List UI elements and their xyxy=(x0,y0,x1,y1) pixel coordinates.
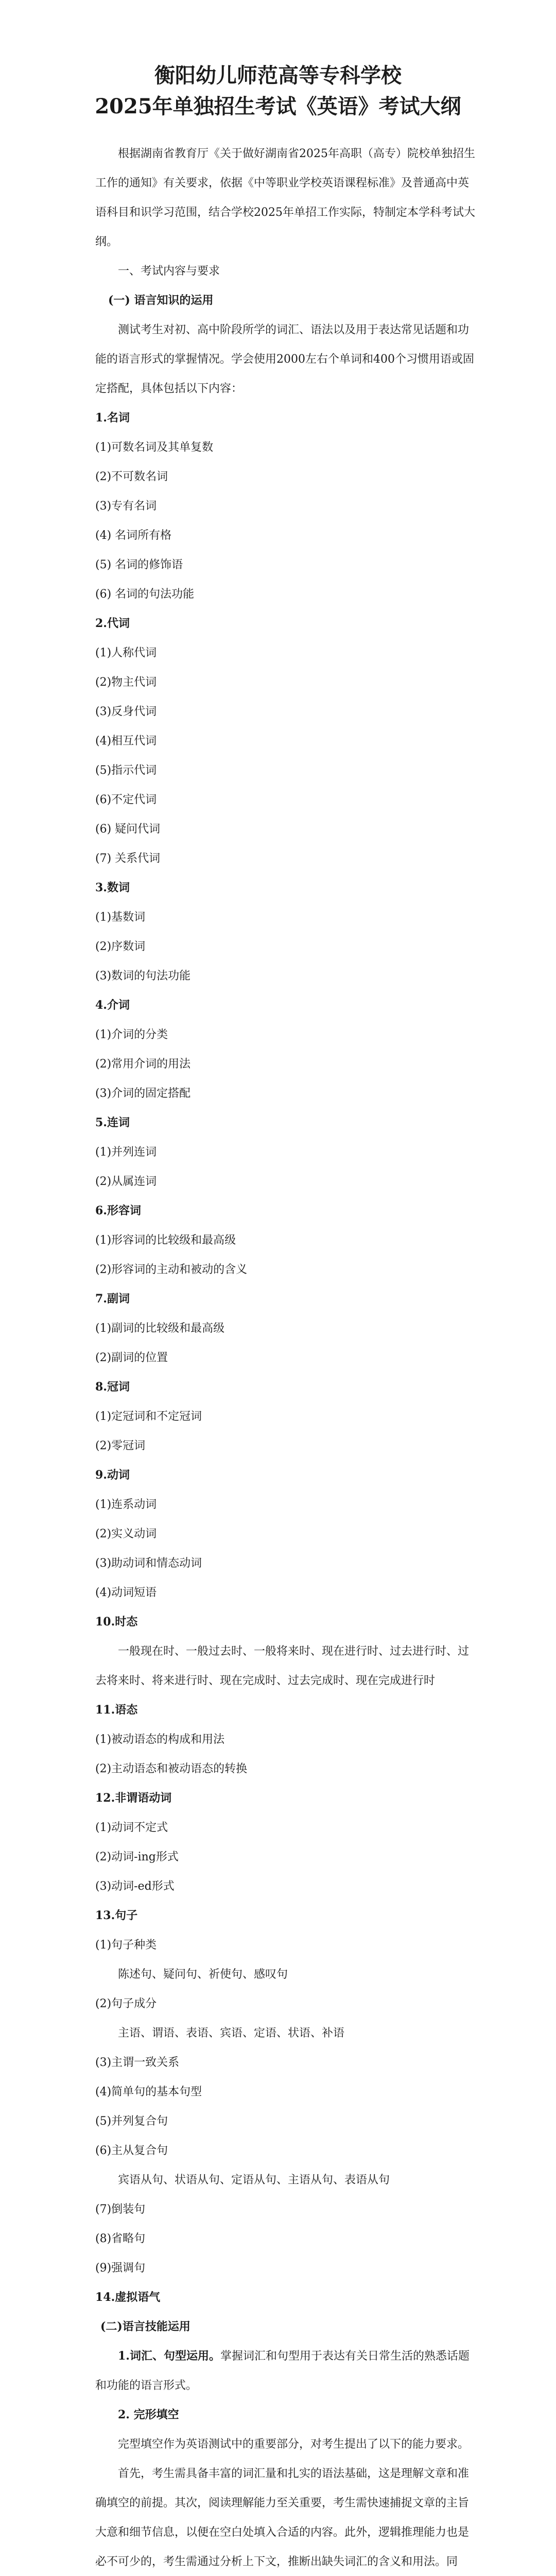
tense-description: 一般现在时、一般过去时、一般将来时、现在进行时、过去进行时、过去将来时、将来进行时、现在完成时、过去完成时、现在完成进行时 xyxy=(95,1645,470,1687)
subsection-heading-2: (二)语言技能运用 xyxy=(100,2320,190,2333)
grammar-item: (1)并列连词 xyxy=(95,1146,157,1159)
grammar-item: (3)介词的固定搭配 xyxy=(95,1087,191,1100)
grammar-item: (2)序数词 xyxy=(95,940,146,953)
grammar-item: (5) 名词的修饰语 xyxy=(95,558,183,571)
grammar-item: (2)形容词的主动和被动的含义 xyxy=(95,1263,248,1276)
document-title-line-2: 2025年单独招生考试《英语》考试大纲 xyxy=(95,94,461,118)
grammar-item: (2)主动语态和被动语态的转换 xyxy=(95,1762,248,1775)
grammar-item: (7) 关系代词 xyxy=(95,852,161,865)
grammar-item: (3)专有名词 xyxy=(95,500,157,513)
sentence-item: (8)省略句 xyxy=(95,2232,146,2245)
sentence-item: (4)简单句的基本句型 xyxy=(95,2086,202,2098)
grammar-item: (1)介词的分类 xyxy=(95,1028,168,1041)
grammar-item: (6) 疑问代词 xyxy=(95,823,161,836)
grammar-heading: 10.时态 xyxy=(95,1615,138,1629)
grammar-heading: 8.冠词 xyxy=(95,1380,130,1394)
grammar-item: (6) 名词的句法功能 xyxy=(95,588,195,601)
document-title-line-1: 衡阳幼儿师范高等专科学校 xyxy=(154,63,402,88)
sentence-item: 陈述句、疑问句、祈使句、感叹句 xyxy=(118,1968,288,1981)
grammar-heading: 4.介词 xyxy=(95,998,130,1012)
grammar-heading: 3.数词 xyxy=(95,881,130,894)
grammar-item: (4)动词短语 xyxy=(95,1586,157,1599)
sentence-item: 主语、谓语、表语、宾语、定语、状语、补语 xyxy=(118,2027,345,2040)
section-heading-1: 一、考试内容与要求 xyxy=(118,265,220,278)
grammar-item: (6)不定代词 xyxy=(95,793,157,806)
grammar-item: (1)形容词的比较级和最高级 xyxy=(95,1234,236,1247)
grammar-item: (1)可数名词及其单复数 xyxy=(95,441,214,454)
grammar-item: (2)实义动词 xyxy=(95,1528,157,1540)
grammar-item: (1)基数词 xyxy=(95,911,146,924)
grammar-heading: 11.语态 xyxy=(95,1703,138,1717)
grammar-item: (2)动词-ing形式 xyxy=(95,1851,179,1863)
grammar-heading: 13.句子 xyxy=(95,1909,138,1922)
grammar-item: (4) 名词所有格 xyxy=(95,529,172,542)
subsection-1-description: 测试考生对初、高中阶段所学的词汇、语法以及用于表达常见话题和功能的语言形式的掌握情况。学会使用2000左右个单词和400个习惯用语或固定搭配，具体包括以下内容： xyxy=(95,324,474,395)
grammar-item: (1)连系动词 xyxy=(95,1498,157,1511)
grammar-heading: 2.代词 xyxy=(95,617,130,630)
grammar-heading: 1.名词 xyxy=(95,411,130,425)
grammar-item: (1)副词的比较级和最高级 xyxy=(95,1322,225,1335)
grammar-item: (2)副词的位置 xyxy=(95,1351,168,1364)
grammar-item: (1)人称代词 xyxy=(95,647,157,659)
grammar-heading: 12.非谓语动词 xyxy=(95,1791,172,1805)
skill-1-text: 掌握词汇和句型用于表达有关日常生活的熟悉话题和功能的语言形式。 xyxy=(95,2350,470,2392)
sentence-item: 宾语从句、状语从句、定语从句、主语从句、表语从句 xyxy=(118,2174,390,2187)
sentence-item: (5)并列复合句 xyxy=(95,2115,168,2128)
sentence-item: (9)强调句 xyxy=(95,2262,146,2275)
skill-2-paragraph-1: 完型填空作为英语测试中的重要部分，对考生提出了以下的能力要求。 xyxy=(118,2438,470,2451)
grammar-item: (1)被动语态的构成和用法 xyxy=(95,1733,225,1746)
grammar-heading: 6.形容词 xyxy=(95,1204,141,1217)
grammar-item: (2)常用介词的用法 xyxy=(95,1058,191,1071)
grammar-heading: 9.动词 xyxy=(95,1468,130,1482)
grammar-item: (2)零冠词 xyxy=(95,1439,146,1452)
grammar-item: (2)物主代词 xyxy=(95,676,157,689)
grammar-item: (1)动词不定式 xyxy=(95,1821,168,1834)
intro-paragraph: 根据湖南省教育厅《关于做好湖南省2025年高职（高专）院校单独招生工作的通知》有关要求，依据《中等职业学校英语课程标准》及普通高中英语科目和识学习范围，结合学校2025年单招工作实际，特制定本学科考试大纲。 xyxy=(95,147,475,248)
grammar-item: (3)数词的句法功能 xyxy=(95,970,191,982)
sentence-item: (7)倒装句 xyxy=(95,2203,146,2216)
skill-2-label: 2. 完形填空 xyxy=(118,2408,179,2421)
grammar-item: (3)动词-ed形式 xyxy=(95,1880,175,1893)
grammar-heading: 14.虚拟语气 xyxy=(95,2291,161,2304)
subsection-heading-1: (一) 语言知识的运用 xyxy=(108,294,214,307)
sentence-item: (2)句子成分 xyxy=(95,1997,157,2010)
grammar-item: (3)反身代词 xyxy=(95,705,157,718)
sentence-item: (3)主谓一致关系 xyxy=(95,2056,180,2069)
grammar-item: (4)相互代词 xyxy=(95,735,157,748)
grammar-item: (2)从属连词 xyxy=(95,1175,157,1188)
grammar-item: (5)指示代词 xyxy=(95,764,157,777)
sentence-item: (6)主从复合句 xyxy=(95,2144,168,2157)
skill-1-paragraph xyxy=(95,2342,476,2400)
grammar-item: (1)定冠词和不定冠词 xyxy=(95,1410,202,1423)
skill-1-label: 1.词汇、句型运用。 xyxy=(118,2349,220,2363)
grammar-heading: 7.副词 xyxy=(95,1292,130,1306)
grammar-item: (2)不可数名词 xyxy=(95,470,168,483)
skill-2-paragraph-2: 首先，考生需具备丰富的词汇量和扎实的语法基础，这是理解文章和准确填空的前提。其次，阅读理解能力至关重要，考生需快速捕捉文章的主旨大意和细节信息，以便在空白处填入合适的内容。此外，逻辑推理能力也是必不可少的，考生需通过分析上下文，推断出缺失词汇的含义和用法。同 xyxy=(95,2467,470,2568)
grammar-item: (3)助动词和情态动词 xyxy=(95,1557,202,1570)
grammar-heading: 5.连词 xyxy=(95,1116,130,1129)
sentence-item: (1)句子种类 xyxy=(95,1939,157,1952)
